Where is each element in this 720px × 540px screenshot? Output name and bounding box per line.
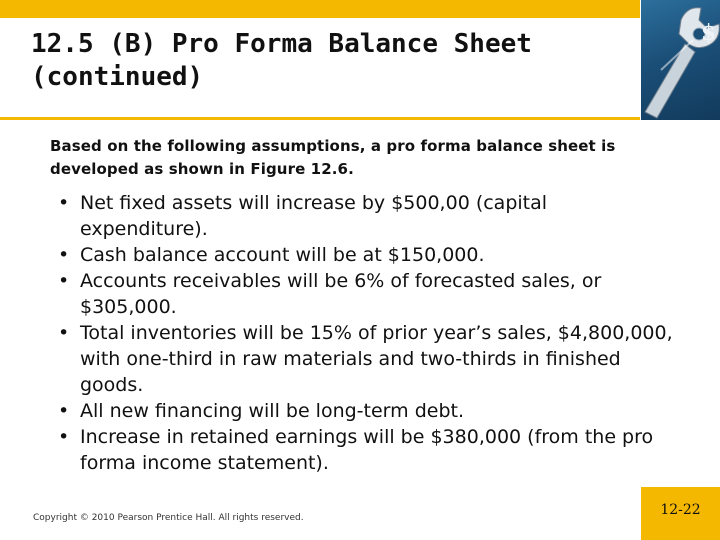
slide-title — [31, 28, 631, 94]
bullet-icon: • — [58, 270, 70, 292]
list-item-text: Accounts receivables will be 6% of forecasted sales, or $305,000. — [80, 270, 602, 318]
list-item-text: Net fixed assets will increase by $500,00 (capital expenditure). — [80, 192, 548, 240]
bullet-icon: • — [58, 400, 70, 422]
header-accent-bar — [0, 0, 640, 18]
list-item-text: Total inventories will be 15% of prior year’s sales, $4,800,000, with one-third in raw materials and two-thirds in finished goods. — [80, 322, 673, 396]
slide-title-line-2: (continued) — [31, 62, 204, 92]
list-item-text: Increase in retained earnings will be $380,000 (from the pro forma income statement). — [80, 426, 654, 474]
list-item — [58, 424, 678, 476]
page-number: 12-22 — [660, 502, 701, 518]
title-divider — [0, 117, 640, 120]
intro-text: Based on the following assumptions, a pro forma balance sheet is developed as shown in Figure 12.6. — [50, 137, 616, 178]
page-number-box — [641, 487, 720, 540]
svg-text:$: $ — [701, 20, 717, 46]
list-item — [58, 320, 678, 398]
wrench-graphic — [641, 0, 720, 120]
list-item-text: All new financing will be long-term debt. — [80, 400, 464, 422]
bullet-icon: • — [58, 426, 70, 448]
list-item-text: Cash balance account will be at $150,000. — [80, 244, 485, 266]
bullet-icon: • — [58, 192, 70, 214]
copyright-notice: Copyright © 2010 Pearson Prentice Hall. All rights reserved. — [33, 513, 304, 523]
bullet-icon: • — [58, 244, 70, 266]
wrench-and-dollar-icon — [641, 0, 720, 120]
bullet-icon: • — [58, 322, 70, 344]
list-item — [58, 242, 678, 268]
list-item — [58, 398, 678, 424]
list-item — [58, 268, 678, 320]
assumption-list — [58, 190, 678, 476]
list-item — [58, 190, 678, 242]
slide-title-line-1: 12.5 (B) Pro Forma Balance Sheet — [31, 29, 532, 59]
